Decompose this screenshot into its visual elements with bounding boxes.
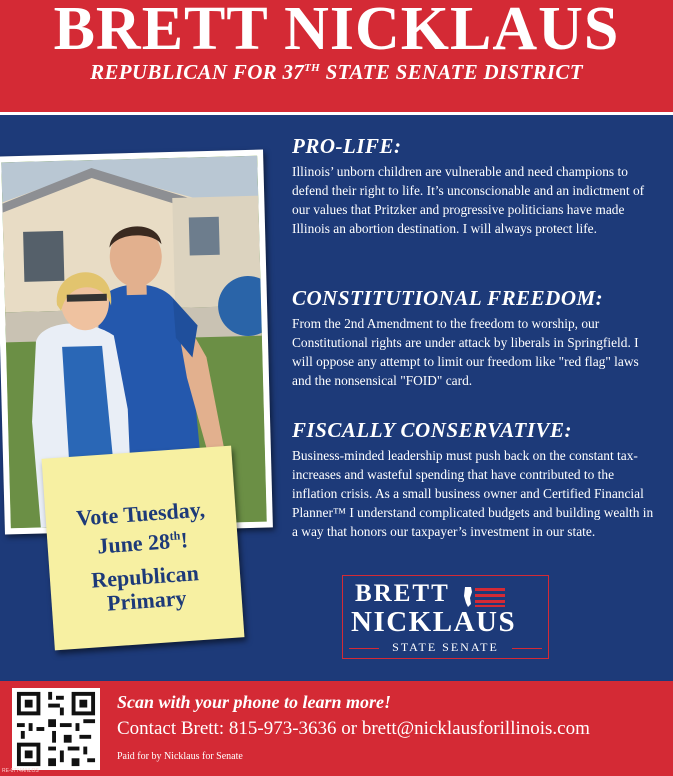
paid-disclaimer: Paid for by Nicklaus for Senate [117, 751, 243, 762]
section-title: PRO-LIFE: [292, 134, 402, 158]
section-fiscally-conservative [292, 418, 656, 541]
logo-rule-right [512, 648, 542, 649]
header-banner [0, 0, 673, 112]
section-body: Illinois’ unborn children are vulnerable and need champions to defend their right to life. It’s unconscionable and an indictment of our values that Pritzker and progressive politicians have made Illinois an abortion destination. I will always protect life. [292, 164, 645, 236]
ad-reference-code: RE-0774ANLOS [2, 768, 39, 774]
note-vote-day: Vote Tuesday, [75, 496, 206, 531]
note-election-type: Republican [90, 560, 200, 593]
qr-code-icon [12, 688, 100, 770]
candidate-office-subtitle: REPUBLICAN FOR 37TH STATE SENATE DISTRICT [90, 60, 583, 84]
section-constitutional-freedom [292, 286, 656, 390]
section-title: CONSTITUTIONAL FREEDOM: [292, 286, 604, 310]
logo-last-name: NICKLAUS [351, 606, 517, 638]
candidate-name-title: BRETT NICKLAUS [53, 0, 620, 63]
section-body: From the 2nd Amendment to the freedom to worship, our Constitutional rights are under attack by liberals in Springfield. I will oppose any attempt to limit our freedom like "red flag" laws and the nonsensical "FOID" card. [292, 316, 639, 388]
logo-office: STATE SENATE [392, 640, 499, 654]
qr-code[interactable] [12, 688, 100, 770]
section-title: FISCALLY CONSERVATIVE: [292, 418, 573, 442]
note-vote-date: June 28th! [96, 527, 189, 559]
illinois-flag-icon [463, 586, 505, 608]
vote-sticky-note [42, 446, 245, 651]
logo-first-name: BRETT [355, 580, 450, 607]
campaign-logo [342, 575, 549, 659]
note-election-type-2: Primary [106, 585, 188, 616]
section-pro-life [292, 134, 656, 238]
section-body: Business-minded leadership must push back on the constant tax-increases and wasteful spending that have contributed to the inflation crisis. As a small business owner and Certified Financial Planner™ I understand complicated budgets and building wealth in a way that honors our taxpayer’s investment in our state. [292, 448, 654, 539]
contact-info: Contact Brett: 815-973-3636 or brett@nicklausforillinois.com [117, 718, 590, 739]
scan-instruction: Scan with your phone to learn more! [117, 692, 392, 712]
